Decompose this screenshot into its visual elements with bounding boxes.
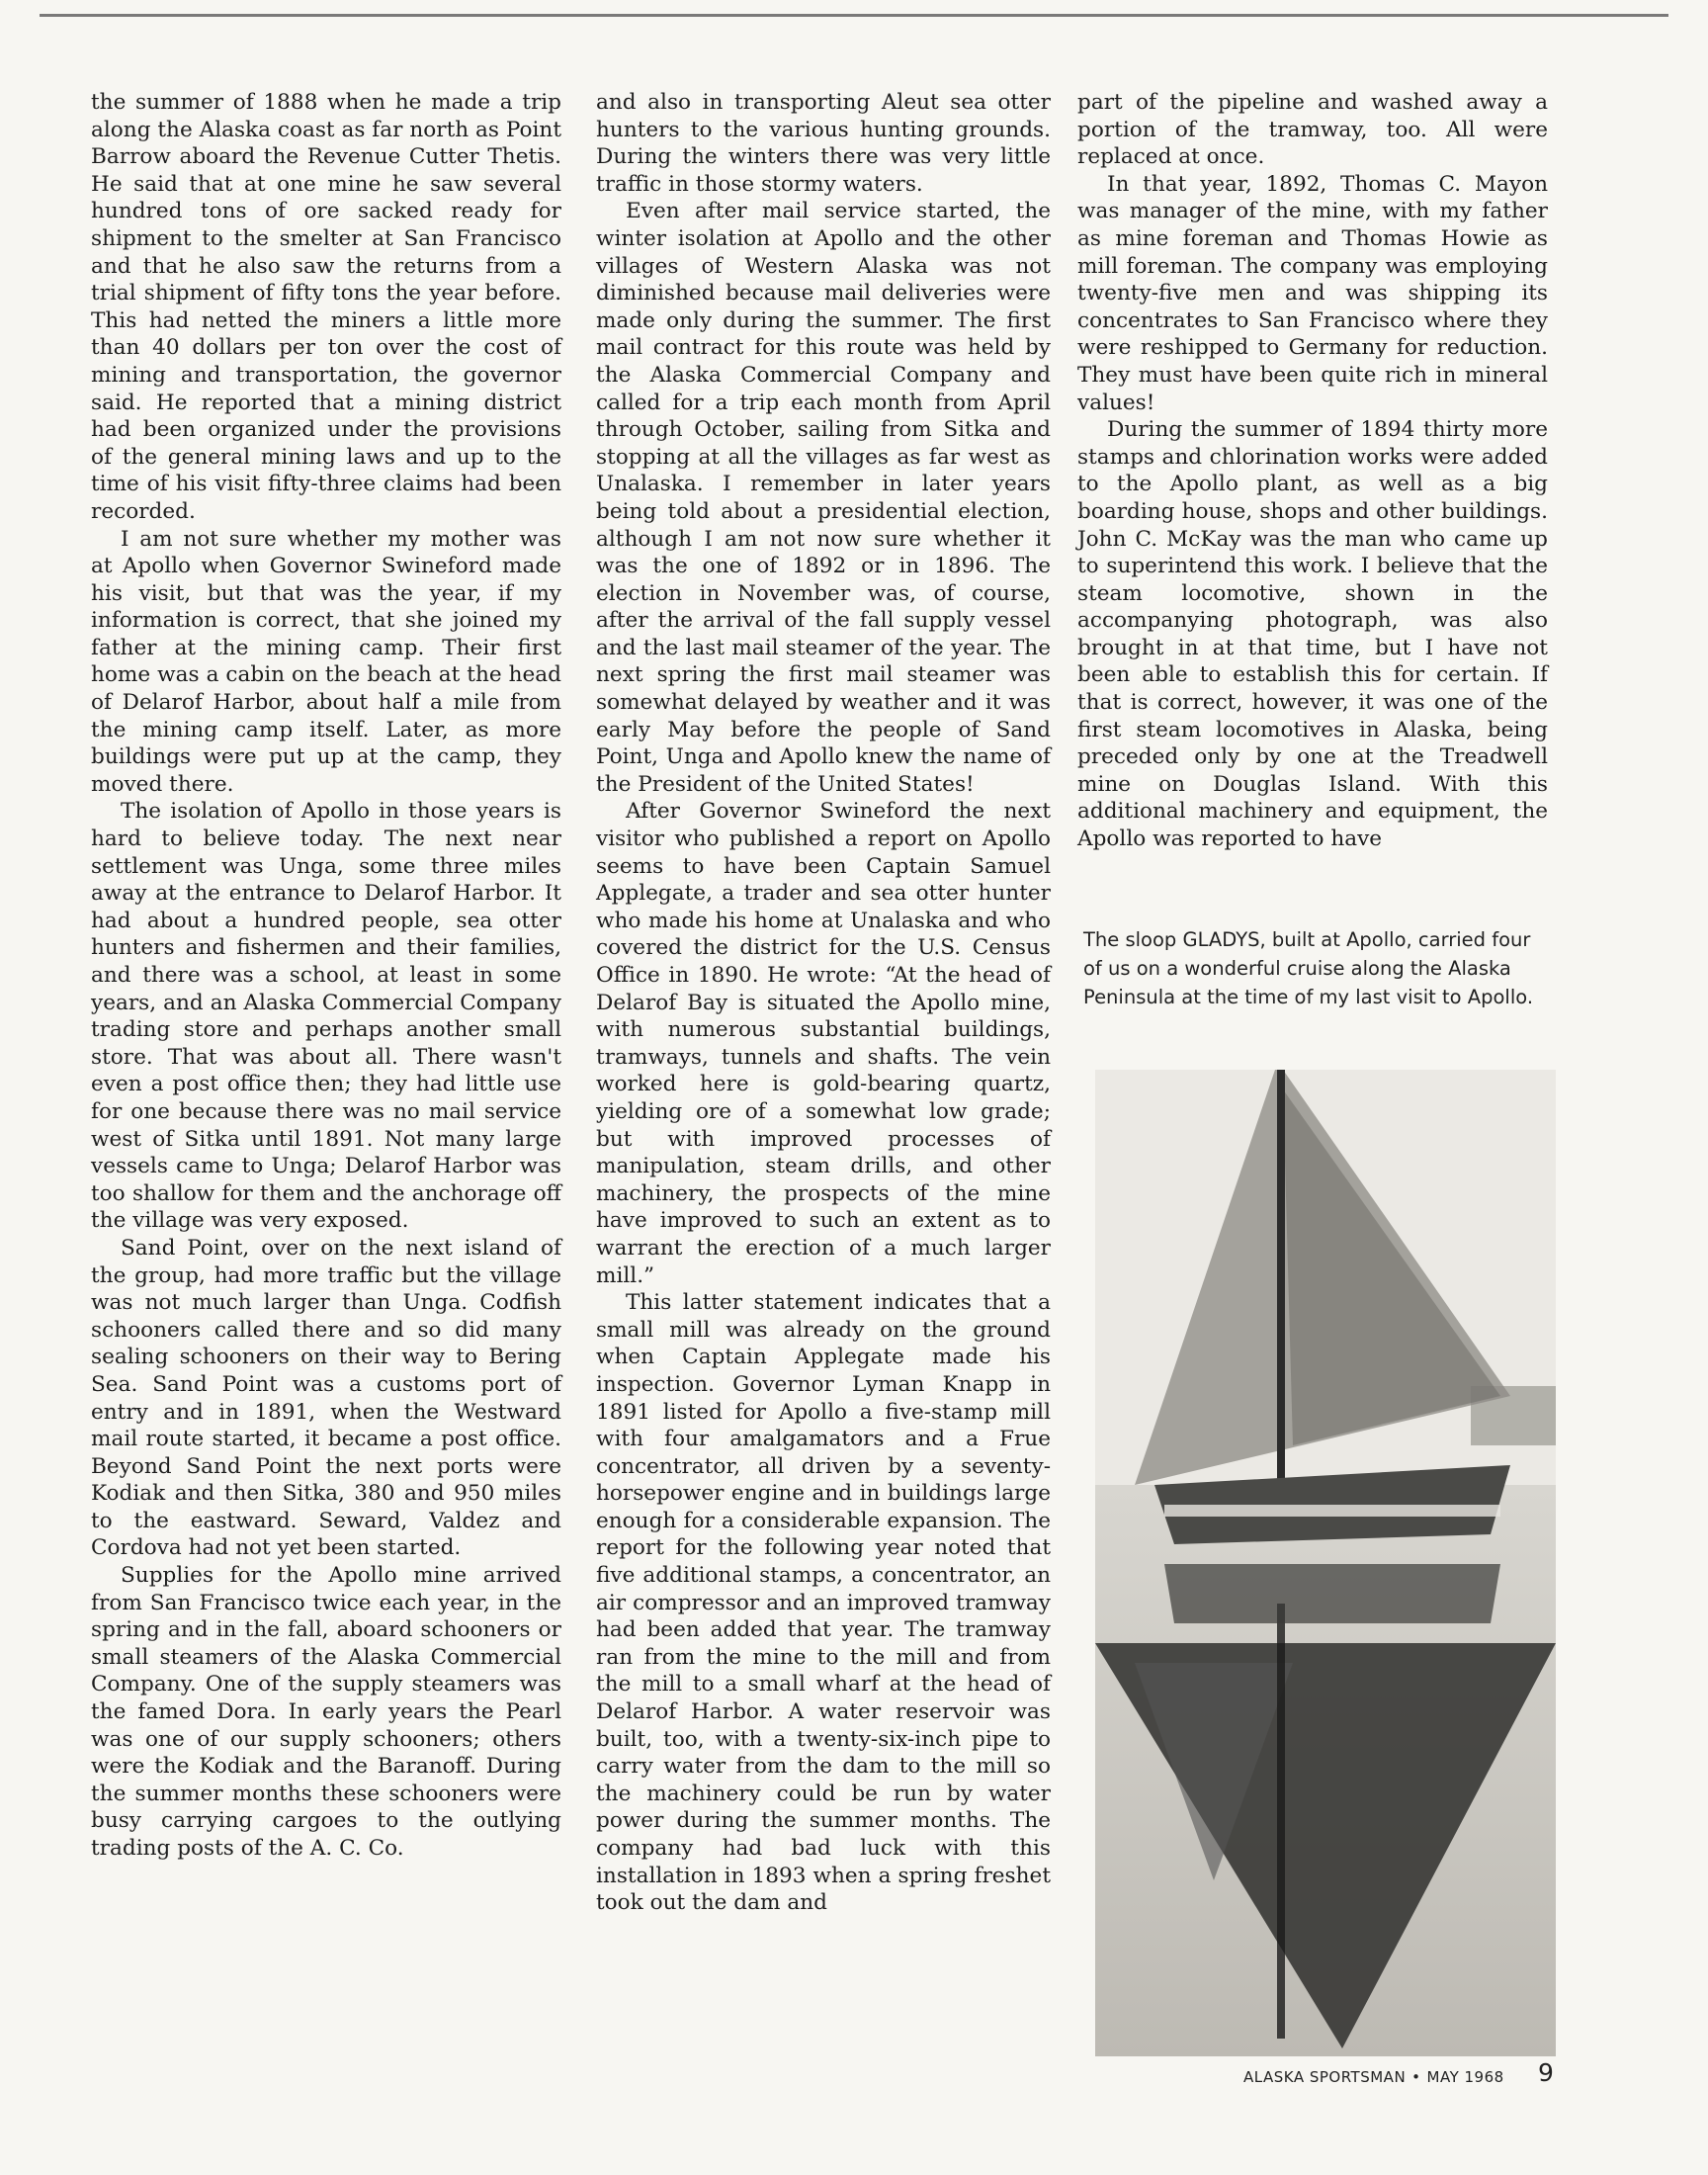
sloop-photo [1095, 1070, 1556, 2056]
footer-credit [1243, 2068, 1504, 2086]
paragraph: In that year, 1892, Thomas C. Mayon was manager of the mine, with my father as mine foreman and Thomas Howie as mill foreman. The company was employing twenty-five men and was shipping its concentrates to San Francisco where they were reshipped to Germany for reduction. They must have been quite rich in mineral values! [1077, 171, 1548, 415]
sailboat-reflection-image [1095, 1070, 1556, 2056]
paragraph: Sand Point, over on the next island of the group, had more traffic but the village was not much larger than Unga. Codfish schooners called there and so did many sealing schooners on their way to Bering Sea. Sand Point was a customs port of entry and in 1891, when the Westward mail route started, it became a post office. Beyond Sand Point the next ports were Kodiak and then Sitka, 380 and 950 miles to the eastward. Seward, Valdez and Cordova had not yet been started. [91, 1235, 561, 1561]
page-number: 9 [1538, 2058, 1554, 2087]
article-column-3 [1077, 89, 1548, 853]
paragraph: and also in transporting Aleut sea otter hunters to the various hunting grounds. During the winters there was very little traffic in those stormy waters. [596, 90, 1051, 197]
paragraph: After Governor Swineford the next visitor who published a report on Apollo seems to have been Captain Samuel Applegate, a trader and sea otter hunter who made his home at Unalaska and who covered the district for the U.S. Census Office in 1890. He wrote: “At the head of Delarof Bay is situated the Apollo mine, with numerous substantial buildings, tramways, tunnels and shafts. The vein worked here is gold-bearing quartz, yielding ore of a somewhat low grade; but with improved processes of manipulation, steam drills, and other machinery, the prospects of the mine have improved to such an extent as to warrant the erection of a much larger mill.” [596, 799, 1051, 1288]
top-rule [40, 14, 1668, 17]
paragraph: The isolation of Apollo in those years is hard to believe today. The next near settlement was Unga, some three miles away at the entrance to Delarof Harbor. It had about a hundred people, sea otter hunters and fishermen and their families, and there was a school, at least in some years, and an Alaska Commercial Company trading store and perhaps another small store. That was about all. There wasn't even a post office then; they had little use for one because there was no mail service west of Sitka until 1891. Not many large vessels came to Unga; Delarof Harbor was too shallow for them and the anchorage off the village was very exposed. [91, 799, 561, 1234]
article-column-2 [596, 89, 1051, 1917]
magazine-name: ALASKA SPORTSMAN [1243, 2068, 1407, 2086]
article-column-1 [91, 89, 561, 1863]
photo-caption: The sloop GLADYS, built at Apollo, carried four of us on a wonderful cruise along the Alaska Peninsula at the time of my last visit to Apollo. [1083, 928, 1534, 1008]
footer-separator: • [1411, 2068, 1421, 2086]
paragraph: I am not sure whether my mother was at Apollo when Governor Swineford made his visit, but that was the year, if my information is correct, that she joined my father at the mining camp. Their first home was a cabin on the beach at the head of Delarof Harbor, about half a mile from the mining camp itself. Later, as more buildings were put up at the camp, they moved there. [91, 526, 561, 797]
paragraph: part of the pipeline and washed away a portion of the tramway, too. All were replaced at once. [1077, 90, 1548, 170]
paragraph: This latter statement indicates that a small mill was already on the ground when Captain Applegate made his inspection. Governor Lyman Knapp in 1891 listed for Apollo a five-stamp mill with four amalgamators and a Frue concentrator, all driven by a seventy-horsepower engine and in buildings large enough for a considerable expansion. The report for the following year noted that five additional stamps, a concentrator, an air compressor and an improved tramway had been added that year. The tramway ran from the mine to the mill and from the mill to a small wharf at the head of Delarof Harbor. A water reservoir was built, too, with a twenty-six-inch pipe to carry water from the dam to the mill so the machinery could be run by water power during the summer months. The company had bad luck with this installation in 1893 when a spring freshet took out the dam and [596, 1290, 1051, 1916]
issue-date: MAY 1968 [1426, 2068, 1504, 2086]
paragraph: Even after mail service started, the winter isolation at Apollo and the other villages of Western Alaska was not diminished because mail deliveries were made only during the summer. The first mail contract for this route was held by the Alaska Commercial Company and called for a trip each month from April through October, sailing from Sitka and stopping at all the villages as far west as Unalaska. I remember in later years being told about a presidential election, although I am not now sure whether it was the one of 1892 or in 1896. The election in November was, of course, after the arrival of the fall supply vessel and the last mail steamer of the year. The next spring the first mail steamer was somewhat delayed by weather and it was early May before the people of Sand Point, Unga and Apollo knew the name of the President of the United States! [596, 199, 1051, 797]
paragraph: During the summer of 1894 thirty more stamps and chlorination works were added to the Apollo plant, as well as a big boarding house, shops and other buildings. John C. McKay was the man who came up to superintend this work. I believe that the steam locomotive, shown in the accompanying photograph, was also brought in at that time, but I have not been able to establish this for certain. If that is correct, however, it was one of the first steam locomotives in Alaska, being preceded only by one at the Treadwell mine on Douglas Island. With this additional machinery and equipment, the Apollo was reported to have [1077, 417, 1548, 852]
paragraph: Supplies for the Apollo mine arrived from San Francisco twice each year, in the spring and in the fall, aboard schooners or small steamers of the Alaska Commercial Company. One of the supply steamers was the famed Dora. In early years the Pearl was one of our supply schooners; others were the Kodiak and the Baranoff. During the summer months these schooners were busy carrying cargoes to the outlying trading posts of the A. C. Co. [91, 1563, 561, 1861]
paragraph: the summer of 1888 when he made a trip along the Alaska coast as far north as Point Barrow aboard the Revenue Cutter Thetis. He said that at one mine he saw several hundred tons of ore sacked ready for shipment to the smelter at San Francisco and that he also saw the returns from a trial shipment of fifty tons the year before. This had netted the miners a little more than 40 dollars per ton over the cost of mining and transportation, the governor said. He reported that a mining district had been organized under the provisions of the general mining laws and up to the time of his visit fifty-three claims had been recorded. [91, 90, 561, 524]
